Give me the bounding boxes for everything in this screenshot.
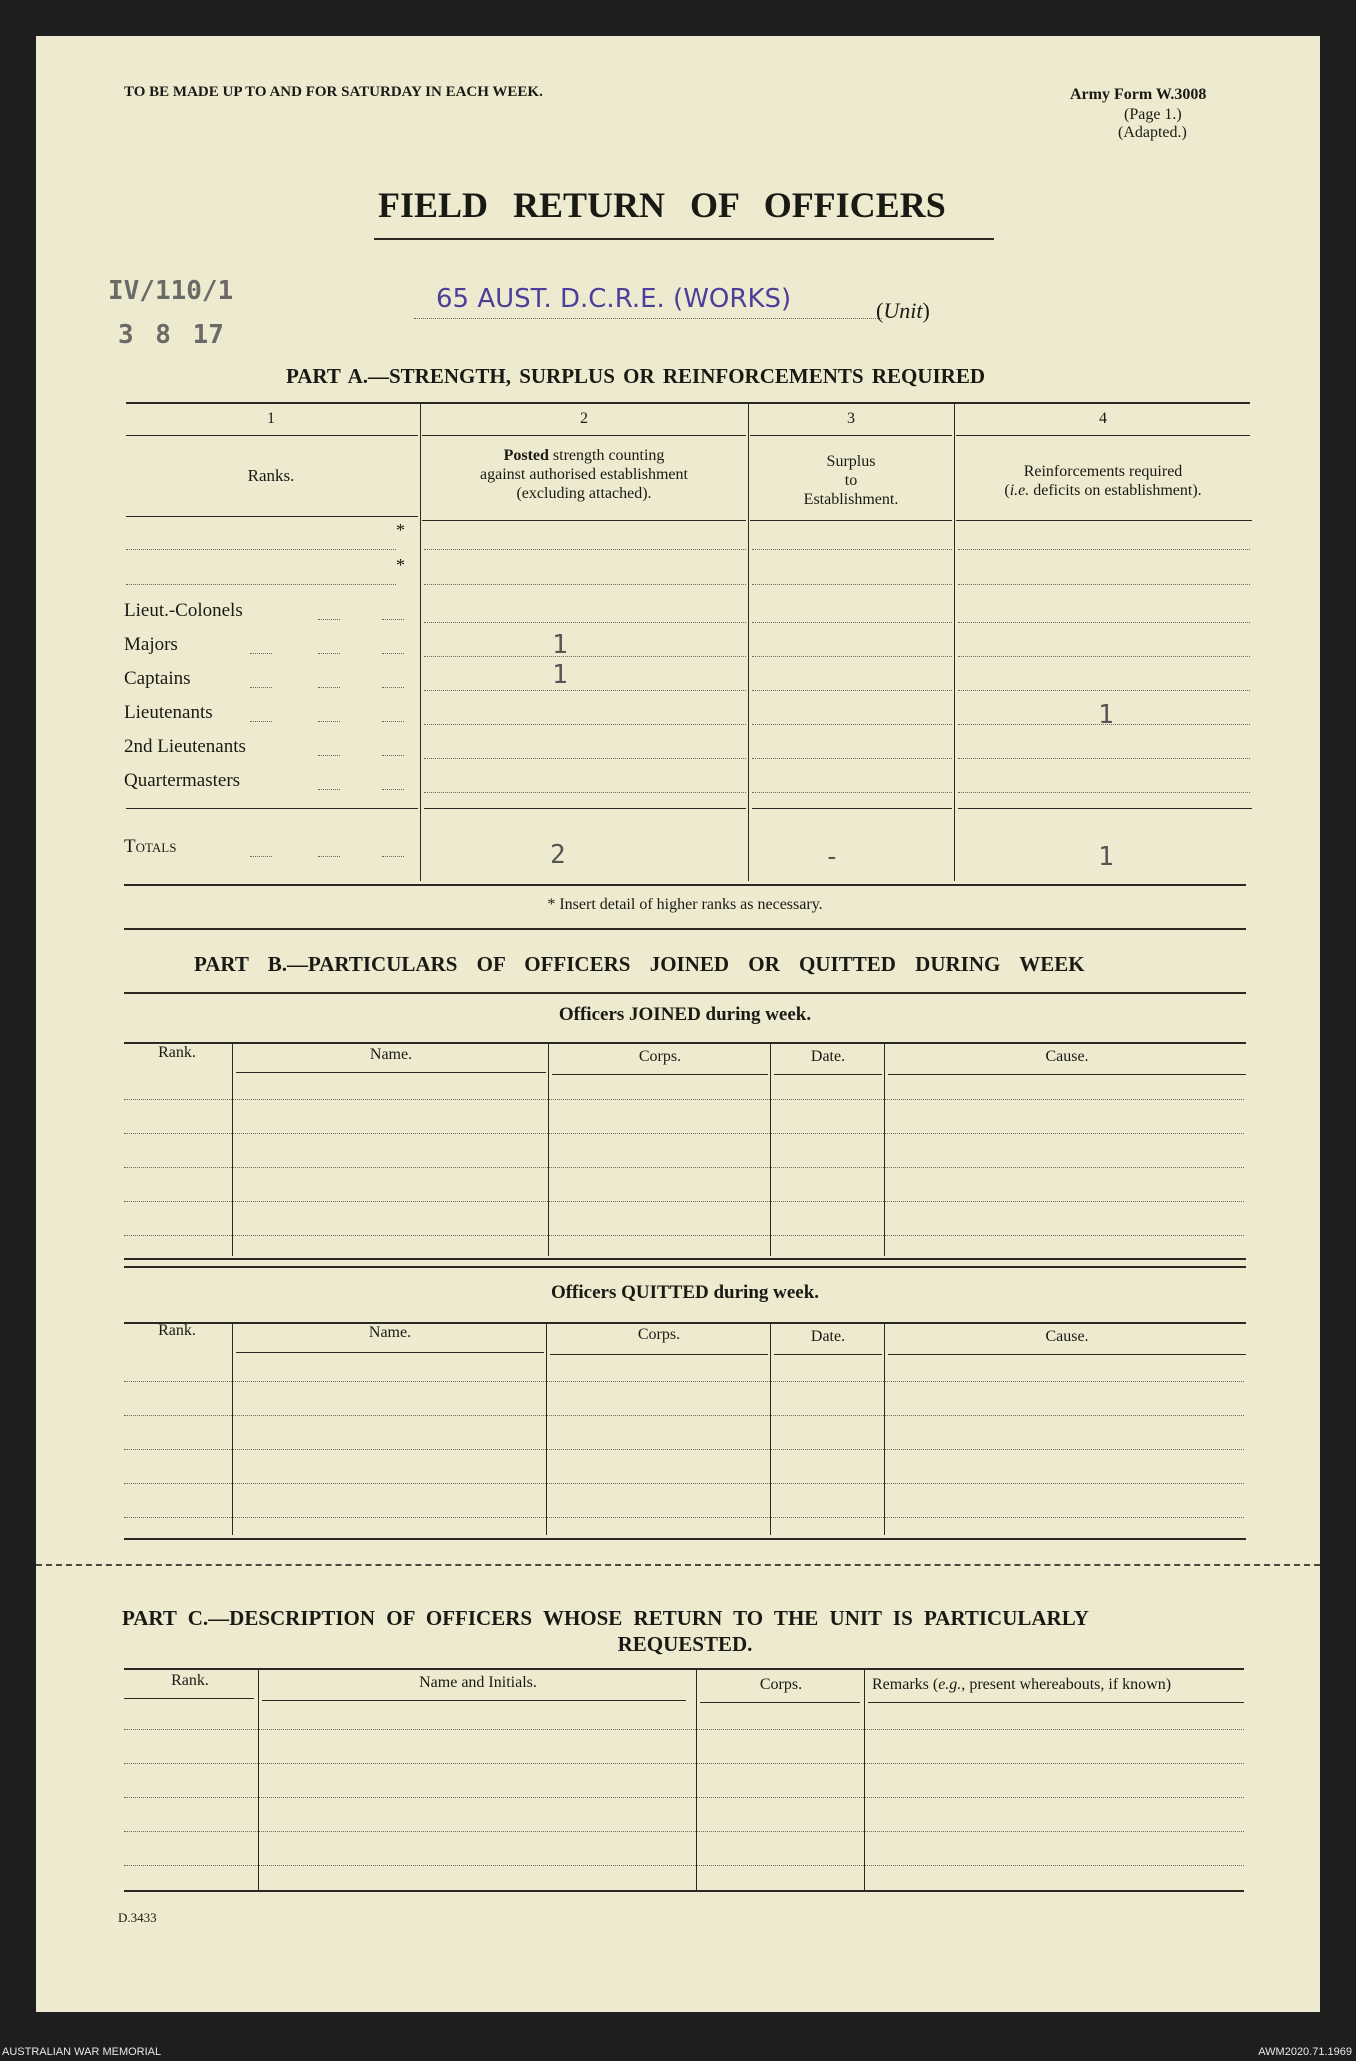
perforation-line <box>36 1564 1320 1566</box>
joined-date-header: Date. <box>810 1048 846 1065</box>
reference-stamp: IV/110/1 <box>108 276 234 306</box>
reinforcements-header: Reinforcements required (i.e. deficits on establishment). <box>1004 463 1202 499</box>
quitted-title: Officers QUITTED during week. <box>550 1282 820 1303</box>
quitted-corps-header: Corps. <box>637 1326 681 1343</box>
rank-2nd-lieutenants: 2nd Lieutenants <box>124 736 246 757</box>
captains-posted-value: 1 <box>552 660 568 690</box>
part-a-bottom-rule <box>124 884 1246 886</box>
joined-name-header: Name. <box>369 1046 413 1063</box>
quitted-cause-header: Cause. <box>1045 1328 1089 1345</box>
part-c-name-header: Name and Initials. <box>419 1674 537 1691</box>
title-underline <box>374 238 994 240</box>
page-number: (Page 1.) <box>1124 106 1182 123</box>
surplus-header: Surplus to Establishment. <box>803 453 899 508</box>
asterisk-1: * <box>396 520 405 540</box>
part-c-title: PART C.—DESCRIPTION OF OFFICERS WHOSE RETURN TO THE UNIT IS PARTICULARLY <box>122 1606 1089 1630</box>
rank-captains: Captains <box>124 668 191 689</box>
form-code: D.3433 <box>118 1910 157 1925</box>
footnote: * Insert detail of higher ranks as necessary. <box>547 896 823 913</box>
joined-cause-header: Cause. <box>1045 1048 1089 1065</box>
col-number-4: 4 <box>1099 410 1107 427</box>
part-c-corps-header: Corps. <box>759 1676 803 1693</box>
part-c-remarks-header: Remarks (e.g., present whereabouts, if known) <box>872 1676 1172 1693</box>
ranks-header: Ranks. <box>247 466 295 485</box>
form-number: Army Form W.3008 <box>1070 86 1207 103</box>
archive-footer-left: AUSTRALIAN WAR MEMORIAL <box>2 2046 162 2058</box>
joined-rank-header: Rank. <box>158 1044 196 1061</box>
rank-lieut-colonels: Lieut.-Colonels <box>124 600 243 621</box>
adapted-note: (Adapted.) <box>1118 124 1187 141</box>
posted-header: Posted strength counting against authorised establishment (excluding attached). <box>480 447 688 502</box>
col-number-1: 1 <box>267 410 275 427</box>
majors-posted-value: 1 <box>552 630 568 660</box>
rank-lieutenants: Lieutenants <box>124 702 213 723</box>
quitted-rank-header: Rank. <box>158 1322 196 1339</box>
quitted-date-header: Date. <box>810 1328 846 1345</box>
joined-corps-header: Corps. <box>638 1048 682 1065</box>
lieutenants-reinforcements-value: 1 <box>1098 700 1114 730</box>
unit-line <box>414 318 882 319</box>
col-number-3: 3 <box>847 410 855 427</box>
total-posted-value: 2 <box>550 840 566 870</box>
part-c-title-line2: REQUESTED. <box>617 1632 753 1656</box>
page-title: FIELD RETURN OF OFFICERS <box>378 185 946 225</box>
total-reinforcements-value: 1 <box>1098 842 1114 872</box>
total-surplus-value: - <box>824 842 840 872</box>
col-number-2: 2 <box>580 410 588 427</box>
unit-value: 65 AUST. D.C.R.E. (WORKS) <box>436 284 792 314</box>
part-b-title: PART B.—PARTICULARS OF OFFICERS JOINED OR QUITTED DURING WEEK <box>194 952 1085 976</box>
part-c-rank-header: Rank. <box>171 1672 209 1689</box>
archive-footer-right: AWM2020.71.1969 <box>1258 2046 1352 2058</box>
totals-label: Totals <box>124 836 177 857</box>
joined-title: Officers JOINED during week. <box>558 1004 812 1025</box>
quitted-name-header: Name. <box>368 1324 412 1341</box>
rank-quartermasters: Quartermasters <box>124 770 241 791</box>
part-a-title: PART A.—STRENGTH, SURPLUS OR REINFORCEMENTS REQUIRED <box>286 364 986 388</box>
instruction-text: TO BE MADE UP TO AND FOR SATURDAY IN EACH WEEK. <box>124 84 543 100</box>
rank-majors: Majors <box>124 634 178 655</box>
date-stamp: 3 8 17 <box>118 320 224 350</box>
asterisk-2: * <box>396 555 405 575</box>
part-a-top-rule <box>126 402 1250 404</box>
unit-label: (Unit) <box>876 298 930 323</box>
